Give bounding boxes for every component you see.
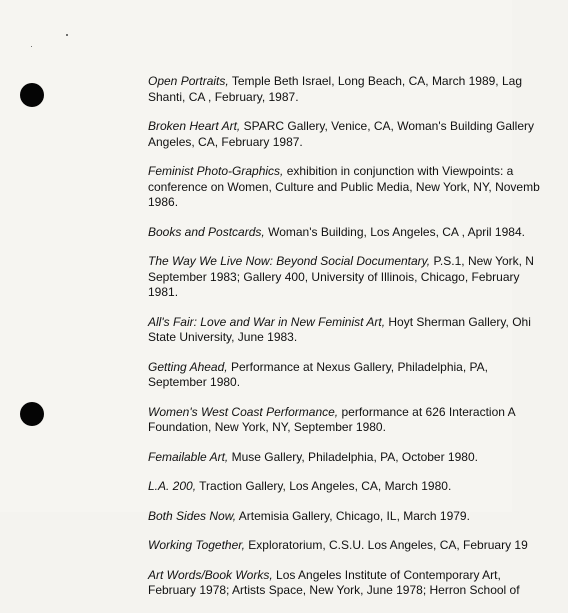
punch-hole-top — [20, 83, 44, 107]
entry-line: Foundation, New York, NY, September 1980. — [148, 420, 386, 434]
exhibition-entry — [148, 254, 568, 301]
entry-line: conference on Women, Culture and Public Media, New York, NY, Novemb — [148, 179, 540, 194]
exhibition-details: performance at 626 Interaction A — [341, 404, 516, 419]
entry-line — [148, 225, 568, 241]
exhibition-title: L.A. 200, — [148, 479, 197, 493]
exhibition-entry — [148, 360, 568, 391]
entry-line — [148, 74, 568, 90]
entry-line: February 1978; Artists Space, New York, June 1978; Herron School of — [148, 583, 520, 597]
exhibition-title: All's Fair: Love and War in New Feminist Art, — [148, 314, 386, 329]
exhibition-details: Los Angeles Institute of Contemporary Art, — [276, 567, 501, 582]
entry-line: September 1983; Gallery 400, University of Illinois, Chicago, February — [148, 269, 520, 284]
exhibition-title: Art Words/Book Works, — [148, 567, 273, 582]
entry-line: Shanti, CA , February, 1987. — [148, 89, 299, 104]
entry-line: September 1980. — [148, 375, 241, 389]
entry-line — [148, 450, 568, 466]
exhibition-details: Traction Gallery, Los Angeles, CA, March 1980. — [199, 479, 452, 493]
exhibition-entry — [148, 450, 568, 466]
exhibition-title: Femailable Art, — [148, 449, 229, 464]
exhibition-title: Women's West Coast Performance, — [148, 404, 339, 419]
exhibition-details: P.S.1, New York, N — [433, 254, 534, 268]
exhibition-details: exhibition in conjunction with Viewpoints: a — [286, 164, 514, 178]
exhibition-title: Both Sides Now, — [148, 508, 237, 523]
exhibition-entry — [148, 509, 568, 525]
entry-line — [148, 479, 568, 495]
exhibition-title: Working Together, — [148, 538, 245, 552]
entry-line — [148, 315, 568, 331]
paper-speck — [66, 34, 68, 36]
exhibition-title: Open Portraits, — [148, 74, 229, 88]
entry-line: 1981. — [148, 285, 179, 299]
exhibition-title: Feminist Photo-Graphics, — [148, 164, 284, 178]
exhibition-title: Getting Ahead, — [148, 359, 228, 374]
exhibition-title: Books and Postcards, — [148, 224, 265, 239]
punch-hole-bottom — [20, 402, 44, 426]
exhibition-entry — [148, 479, 568, 495]
exhibition-details: Temple Beth Israel, Long Beach, CA, March 1989, Lag — [231, 74, 522, 88]
paper-speck — [31, 46, 32, 47]
exhibition-details: Hoyt Sherman Gallery, Ohi — [388, 314, 531, 329]
exhibition-entry — [148, 225, 568, 241]
entry-line: Angeles, CA, February 1987. — [148, 134, 303, 149]
entry-line — [148, 509, 568, 525]
entry-line — [148, 164, 568, 180]
exhibition-entry — [148, 568, 568, 599]
exhibition-entry — [148, 74, 568, 105]
exhibition-details: Artemisia Gallery, Chicago, IL, March 1979. — [238, 508, 470, 523]
entry-line — [148, 405, 568, 421]
entry-line — [148, 568, 568, 584]
entry-line — [148, 538, 568, 554]
exhibition-details: SPARC Gallery, Venice, CA, Woman's Building Gallery — [243, 119, 535, 133]
entry-line — [148, 254, 568, 270]
exhibition-details: Exploratorium, C.S.U. Los Angeles, CA, February 19 — [248, 538, 528, 552]
exhibition-entry — [148, 315, 568, 346]
exhibition-entry — [148, 119, 568, 150]
exhibition-entry — [148, 164, 568, 211]
exhibition-title: The Way We Live Now: Beyond Social Documentary, — [148, 254, 431, 268]
exhibition-title: Broken Heart Art, — [148, 119, 241, 133]
entry-line — [148, 360, 568, 376]
exhibition-details: Muse Gallery, Philadelphia, PA, October 1980. — [231, 449, 478, 464]
exhibition-details: Performance at Nexus Gallery, Philadelphia, PA, — [230, 359, 488, 374]
entry-line: 1986. — [148, 195, 179, 209]
entry-line — [148, 119, 568, 135]
exhibition-entry — [148, 405, 568, 436]
entry-line: State University, June 1983. — [148, 330, 298, 344]
exhibition-list — [148, 74, 568, 613]
exhibition-details: Woman's Building, Los Angeles, CA , April 1984. — [268, 224, 525, 239]
exhibition-entry — [148, 538, 568, 554]
